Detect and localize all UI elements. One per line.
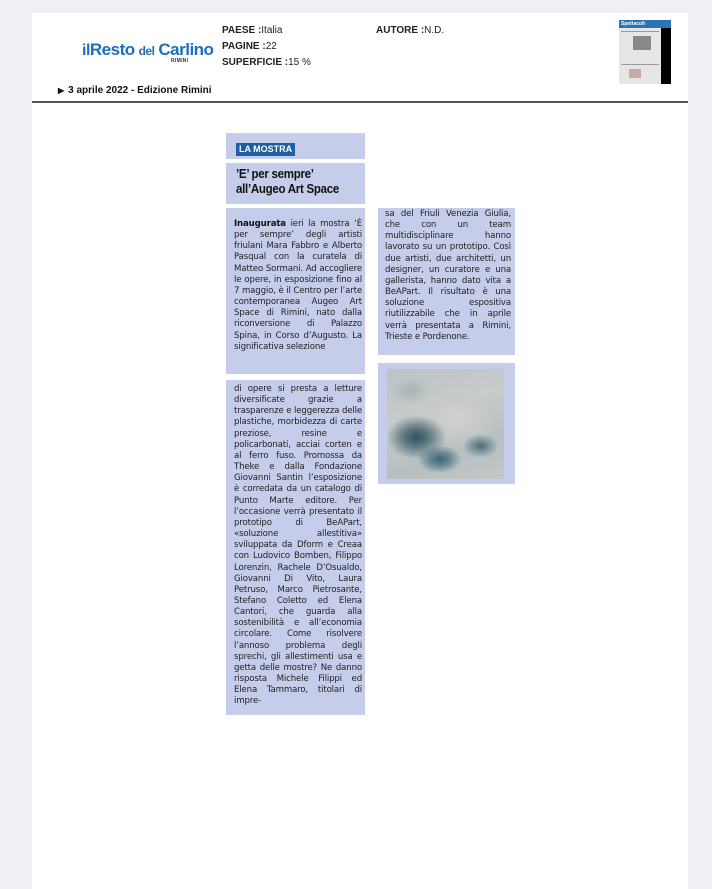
thumbnail-photo [629,69,641,78]
thumbnail-line [621,31,659,32]
logo-edition: RIMINI [171,58,189,64]
thumbnail-photo [633,36,651,50]
logo-il: il [82,42,90,59]
body-text [234,219,362,353]
body-text: di opere si presta a letture diversificate grazie a trasparenze e leggerezza delle plastiche, morbidezza di carte preziose, resine e policarbonati, acciai corten e al ferro fuso. Promossa da Theke e dalla Fondazione Giovanni Santin l’esposizione è corredata da un catalogo di Punto Marte editore. Per l’occasione verrà presentato il prototipo di BeAPart, «soluzione allestitiva» sviluppata da Dform e Creaa con Ludovico Bomben, Filippo Lorenzin, Rachele D’Osualdo, Giovanni Di Vito, Laura Petruso, Marco Pietrosante, Stefano Coletto ed Elena Cantori, che guarda alla sostenibilità e all’economia circolare. Come risolvere l’annoso problema degli sprechi, gli allestimenti usa e getta delle mostre? Ne danno risposta Michele Filippi ed Elena Tammaro, titolari di impre- [234,384,362,707]
meta-value: N.D. [424,25,445,36]
thumbnail-black-column [661,28,671,84]
headline-line: all’Augeo Art Space [236,182,339,196]
thumbnail-section-label: Spettacoli [621,21,645,27]
meta-autore [376,25,444,36]
logo-carlino: Carlino [158,40,214,59]
newspaper-logo [82,40,213,60]
artwork-image-box [378,363,515,484]
triangle-right-icon: ▶ [58,86,65,95]
meta-superficie [222,57,311,68]
body-text: sa del Friuli Venezia Giulia, che con un team multidisciplinare hanno lavorato su un prototipo. Così due artisti, due architetti, un designer, un curatore e una gallerista, hanno dato vita a BeAPart. Il risultato è una soluzione espositiva riutilizzabile che in aprile verrà presentata a Rimini, Trieste e Pordenone. [385,209,511,342]
edition-date: 3 aprile 2022 - Edizione Rimini [68,85,212,96]
meta-value: Italia [261,25,283,36]
headline [236,167,354,197]
meta-label: PAGINE : [222,41,266,52]
meta-label: AUTORE : [376,25,425,36]
header-divider [32,101,688,103]
edition-line [58,85,212,96]
text-column-1a [226,208,365,374]
headline-line: ’E’ per sempre’ [236,167,314,181]
headline-box [226,163,365,204]
meta-value: 22 [265,41,277,52]
text-column-1b [226,380,365,715]
meta-value: 15 % [288,57,311,68]
lead-word: Inaugurata [234,219,286,229]
meta-pagine [222,41,277,52]
kicker-box [226,133,365,159]
kicker-label: LA MOSTRA [236,143,295,156]
meta-label: SUPERFICIE : [222,57,289,68]
thumbnail-line [621,64,659,65]
logo-del: del [138,44,155,58]
artwork-image [387,369,504,479]
logo-resto: Resto [89,40,135,59]
meta-paese [222,25,282,36]
body-paragraph: ieri la mostra ‘È per sempre’ degli artisti friulani Mara Fabbro e Alberto Pasqual con la curatela di Matteo Sormani. Ad accogliere le opere, in esposizione fino al 7 maggio, è il Centro per l’arte contemporanea Augeo Art Space di Rimini, nato dalla riconversione di Palazzo Spina, in Corso d’Augusto. La significativa selezione [234,219,362,352]
meta-label: PAESE : [222,25,262,36]
page-thumbnail[interactable] [619,20,671,84]
text-column-2a [378,208,515,355]
